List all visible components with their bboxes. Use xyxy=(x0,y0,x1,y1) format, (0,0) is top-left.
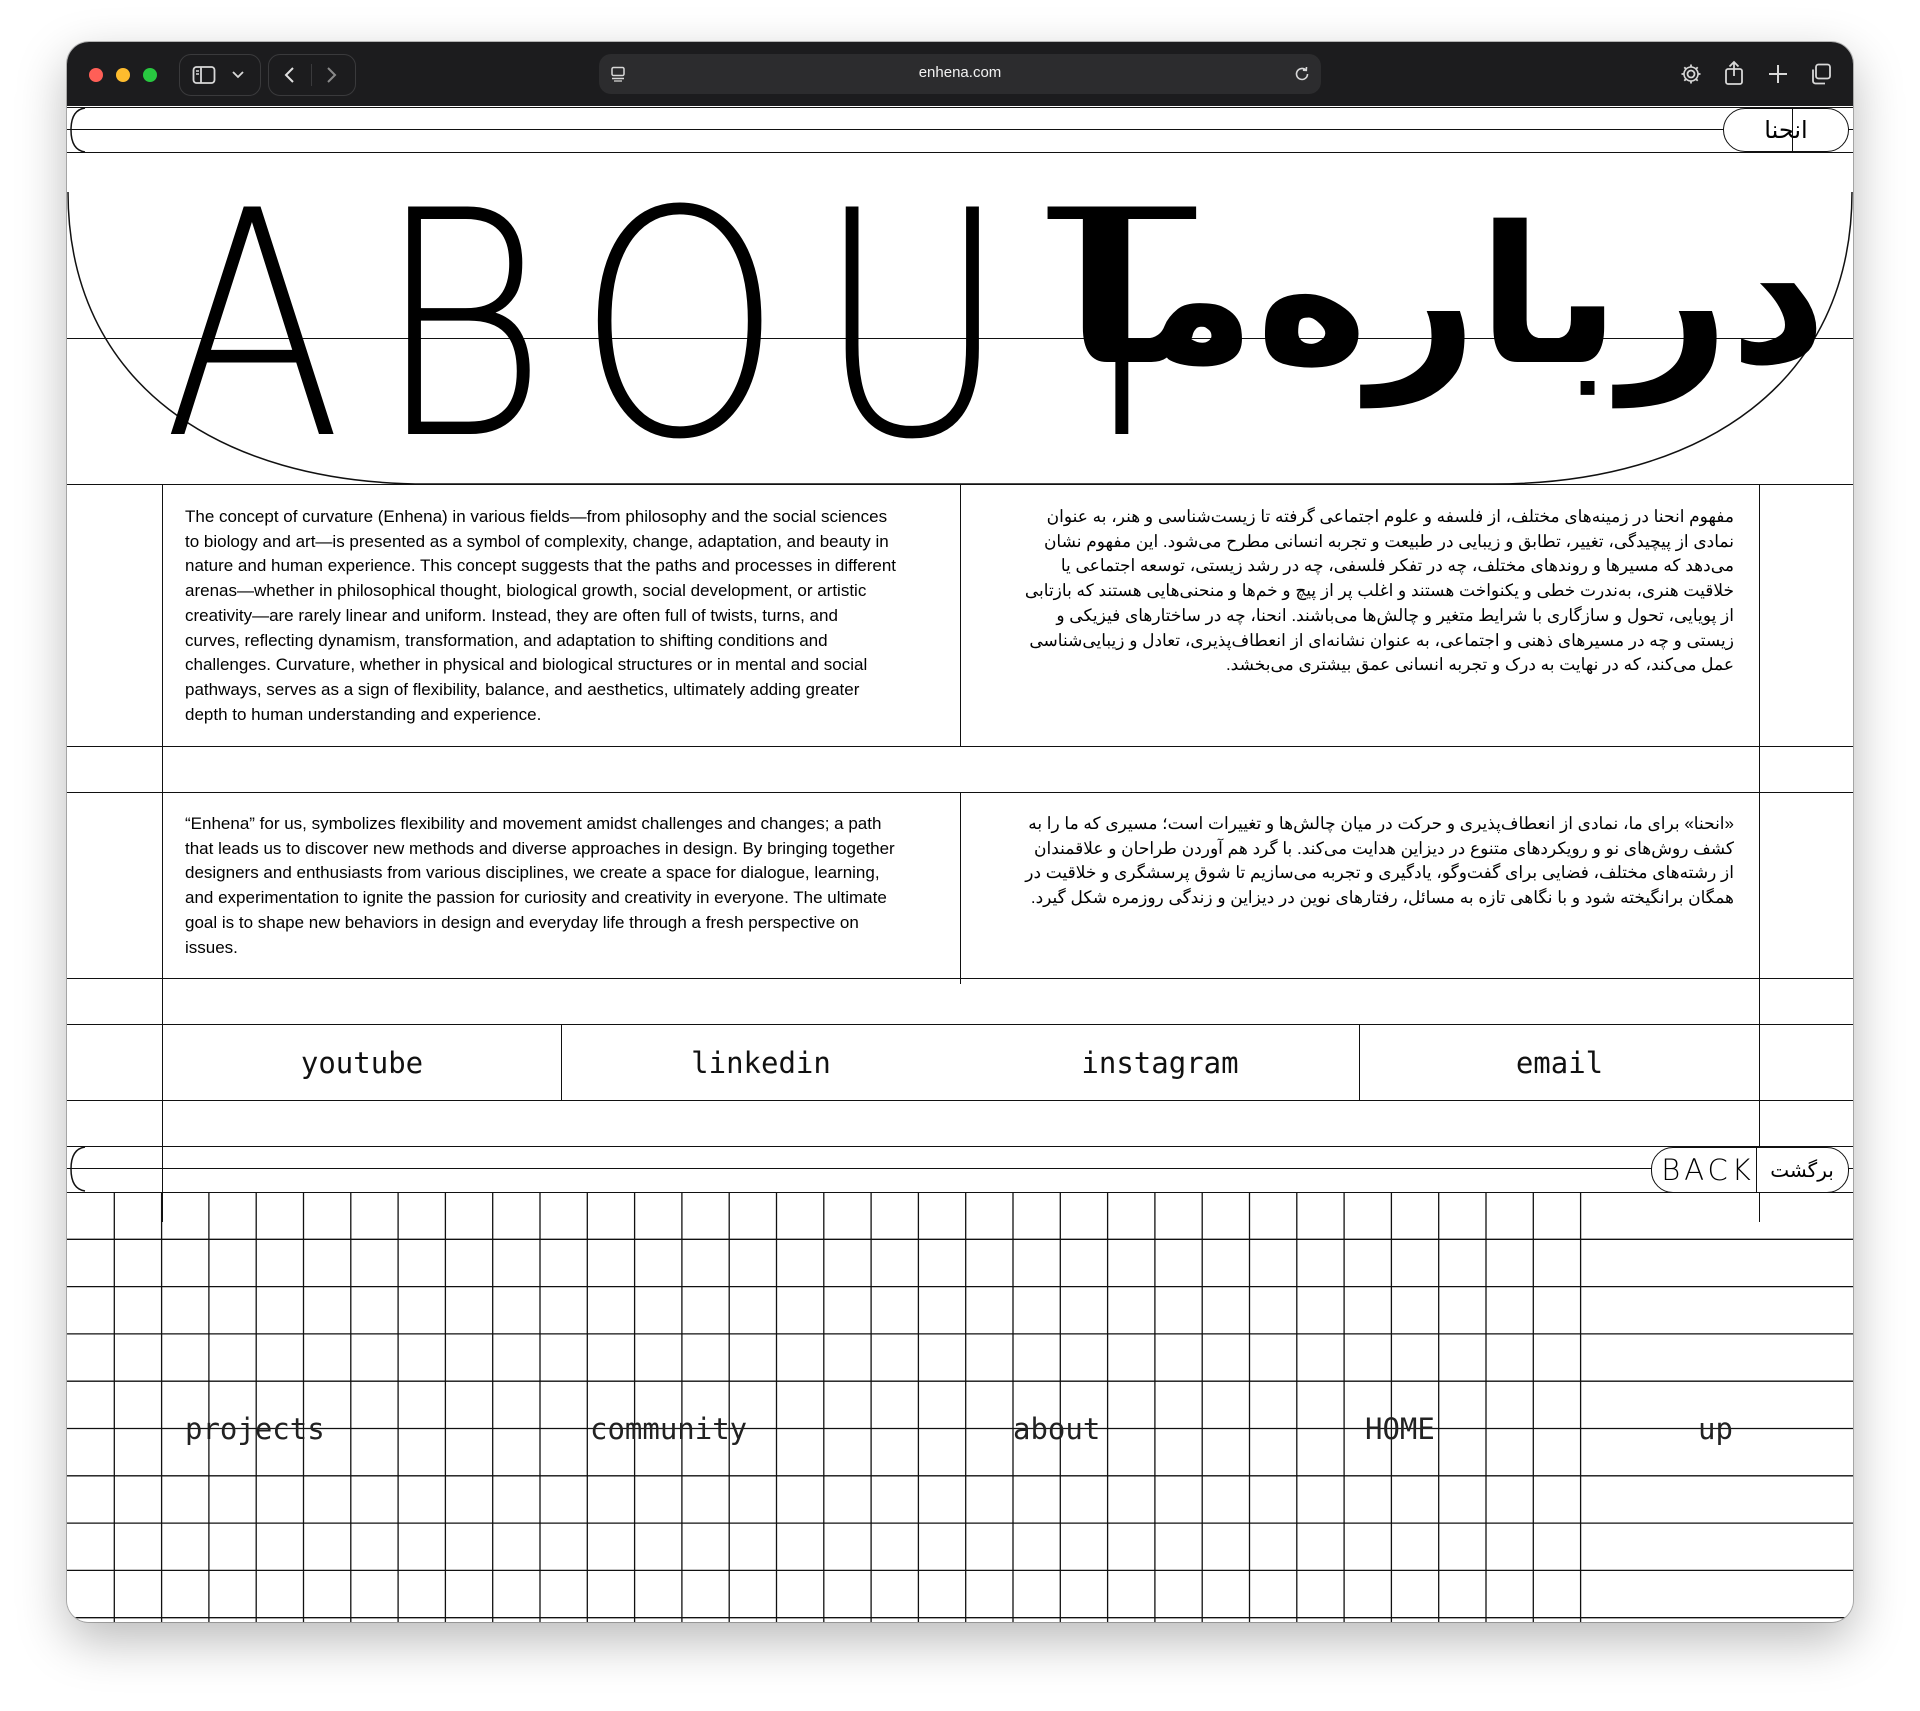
forward-arrow-icon[interactable] xyxy=(323,65,339,85)
web-page xyxy=(67,106,1853,1622)
close-window-button[interactable] xyxy=(89,68,103,82)
tab-overview-icon[interactable] xyxy=(1809,62,1833,86)
footer-nav-up[interactable]: up xyxy=(1698,1412,1733,1446)
browser-window xyxy=(67,42,1853,1622)
footer-nav-about[interactable]: about xyxy=(1013,1412,1101,1446)
share-icon[interactable] xyxy=(1723,60,1745,86)
settings-gear-icon[interactable] xyxy=(1679,62,1703,86)
logo-badge[interactable] xyxy=(1723,108,1849,152)
footer-grid-pattern xyxy=(67,1192,1853,1622)
footer-nav-community[interactable]: community xyxy=(590,1412,748,1446)
reload-icon[interactable] xyxy=(1293,65,1311,83)
about-paragraph-1-en: The concept of curvature (Enhena) in various fields—from philosophy and the social sciences to biology and art—is presented as a symbol of complexity, change, adaptation, and beauty in nature and human experience. This concept suggests that the paths and processes in different arenas—whether in philosophical thought, biological growth, social development, or artistic creativity—are rarely linear and uniform. Instead, they are often full of twists, turns, and curves, reflecting dynamism, transformation, and adaptation to shifting conditions and challenges. Curvature, whether in physical and biological structures or in mental and social pathways, serves as a sign of flexibility, balance, and aesthetics, ultimately adding greater depth to human understanding and experience. xyxy=(185,507,896,724)
sidebar-icon xyxy=(192,65,216,85)
left-bracket-decoration xyxy=(67,106,91,154)
about-paragraph-2-en: “Enhena” for us, symbolizes flexibility and movement amidst challenges and changes; a path that leads us to discover new methods and diverse approaches in design. By bringing together designers and enthusiasts from various disciplines, we create a space for dialogue, learning, and experimentation to ignite the passion for curiosity and creativity in everyone. The ultimate goal is to shape new behaviors in design and everyday life through a fresh perspective on issues. xyxy=(185,814,895,957)
youtube-link[interactable]: youtube xyxy=(300,1046,424,1080)
footer-nav-home[interactable]: HOME xyxy=(1365,1412,1435,1446)
email-link[interactable]: email xyxy=(1515,1046,1604,1080)
back-arrow-icon[interactable] xyxy=(282,65,298,85)
about-paragraph-2-fa: «انحنا» برای ما، نمادی از انعطاف‌پذیری و حرکت در میان چالش‌ها و تغییرات است؛ مسیری که ما را به کشف روش‌های نو و رویکردهای متنوع در دیزاین هدایت می‌کند. با گرد هم آوردن طراحان و علاقمندان از رشته‌های مختلف، فضایی برای گفت‌وگو، یادگیری و تجربه می‌سازیم تا شوق پرسشگری و خلاقیت در همگان برانگیخته شود و با نگاهی تازه به مسائل، رفتارهای نوین در دیزاین و زندگی روزمره شکل گیرد. xyxy=(1025,814,1734,908)
sidebar-toggle-button[interactable] xyxy=(179,54,261,96)
linkedin-link[interactable]: linkedin xyxy=(691,1046,831,1080)
chevron-down-icon xyxy=(231,69,245,81)
about-paragraph-1-fa: مفهوم انحنا در زمینه‌های مختلف، از فلسفه و علوم اجتماعی گرفته تا زیست‌شناسی و هنر، به عنوان نمادی از پیچیدگی، تغییر، تطابق و زیبایی در طبیعت و تجربه انسانی مطرح می‌شود. این مفهوم نشان می‌دهد که مسیرها و روندهای مختلف، چه در تفکر فلسفی، چه در رشد زیستی، توسعه اجتماعی یا خلاقیت هنری، به‌ندرت خطی و یکنواخت هستند و اغلب پر از پیچ و خم‌ها و منحنی‌هایی هستند که بازتابی از پویایی، تحول و سازگاری با شرایط متغیر و چالش‌ها می‌باشند. انحنا، چه در ساختارهای فیزیکی و زیستی و چه در مسیرهای ذهنی و اجتماعی، به عنوان نشانه‌ای از انعطاف‌پذیری، تعادل و زیبایی‌شناسی عمل می‌کند، که در نهایت به درک و تجربه انسانی عمق بیشتری می‌بخشد. xyxy=(1024,507,1734,675)
url-text[interactable]: enhena.com xyxy=(918,64,1002,81)
new-tab-plus-icon[interactable] xyxy=(1767,63,1789,85)
back-button[interactable] xyxy=(1651,1147,1849,1193)
footer-nav-projects[interactable]: projects xyxy=(185,1412,325,1446)
page-title-en: ABOUT xyxy=(163,144,1236,508)
zoom-window-button[interactable] xyxy=(143,68,157,82)
browser-toolbar xyxy=(67,42,1853,106)
back-label-fa: برگشت xyxy=(1770,1158,1834,1182)
instagram-link[interactable]: instagram xyxy=(1081,1046,1239,1080)
minimize-window-button[interactable] xyxy=(116,68,130,82)
back-label-en: BACK xyxy=(1661,1153,1755,1187)
logo-text: انحنا xyxy=(1764,116,1808,144)
left-bracket-decoration-2 xyxy=(67,1144,91,1194)
navigation-buttons xyxy=(268,54,356,96)
address-bar[interactable] xyxy=(599,54,1321,94)
page-title-fa: درباره‌ما xyxy=(1066,186,1827,407)
